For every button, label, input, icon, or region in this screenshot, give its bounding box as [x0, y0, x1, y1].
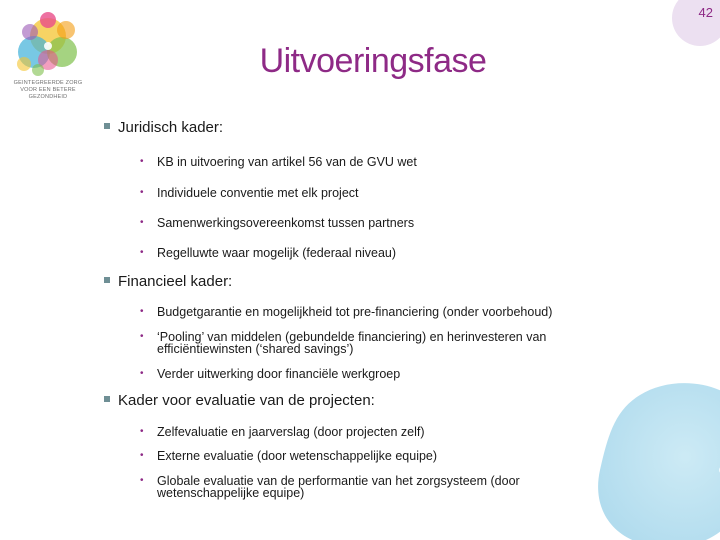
list-item — [140, 475, 610, 499]
page-number: 42 — [698, 5, 713, 20]
slide-title: Uitvoeringsfase — [259, 42, 487, 80]
bullet-dot-icon: • — [140, 156, 144, 167]
list-item-text: Verder uitwerking door financiële werkgroep — [157, 367, 401, 381]
list-item — [140, 156, 610, 168]
list-item-text: Zelfevaluatie en jaarverslag (door projecten zelf) — [157, 425, 425, 439]
bullet-dot-icon: • — [140, 475, 144, 486]
list-item-text: Regelluwte waar mogelijk (federaal niveau) — [157, 246, 397, 260]
list-item-text: Globale evaluatie van de performantie van het zorgsysteem (door wetenschappelijke equipe) — [157, 474, 520, 500]
logo-caption-line2: VOOR EEN BETERE GEZONDHEID — [20, 87, 76, 100]
bullet-dot-icon: • — [140, 217, 144, 228]
bullet-dot-icon: • — [140, 187, 144, 198]
list-item — [140, 187, 610, 199]
bullet-square-icon — [104, 277, 110, 283]
list-item — [140, 450, 610, 462]
list-item — [140, 247, 610, 259]
section-heading-financieel — [104, 273, 232, 290]
list-item — [140, 331, 610, 355]
list-item — [140, 426, 610, 438]
section-heading-juridisch — [104, 119, 223, 136]
list-item-text: KB in uitvoering van artikel 56 van de GVU wet — [157, 155, 417, 169]
bullet-dot-icon: • — [140, 368, 144, 379]
section-heading-evaluatie — [104, 392, 375, 409]
section-heading-text: Kader voor evaluatie van de projecten: — [118, 392, 375, 409]
list-item — [140, 306, 610, 318]
bullet-dot-icon: • — [140, 331, 144, 342]
bullet-dot-icon: • — [140, 247, 144, 258]
section-heading-text: Juridisch kader: — [118, 119, 224, 136]
bullet-dot-icon: • — [140, 426, 144, 437]
list-item-text: Samenwerkingsovereenkomst tussen partners — [157, 216, 415, 230]
bullet-square-icon — [104, 396, 110, 402]
logo-caption-line1: GEINTEGREERDE ZORG — [13, 80, 83, 86]
list-item-text: Budgetgarantie en mogelijkheid tot pre-financiering (onder voorbehoud) — [157, 305, 553, 319]
bullet-dot-icon: • — [140, 450, 144, 461]
list-item-text: ‘Pooling’ van middelen (gebundelde financiering) en herinvesteren van efficiëntiewinsten (‘shared savings’) — [157, 330, 547, 356]
list-item-text: Individuele conventie met elk project — [157, 186, 359, 200]
list-item-text: Externe evaluatie (door wetenschappelijke equipe) — [157, 449, 438, 463]
list-item — [140, 217, 610, 229]
bullet-dot-icon: • — [140, 306, 144, 317]
list-item — [140, 368, 610, 380]
bullet-square-icon — [104, 123, 110, 129]
section-heading-text: Financieel kader: — [118, 273, 233, 290]
